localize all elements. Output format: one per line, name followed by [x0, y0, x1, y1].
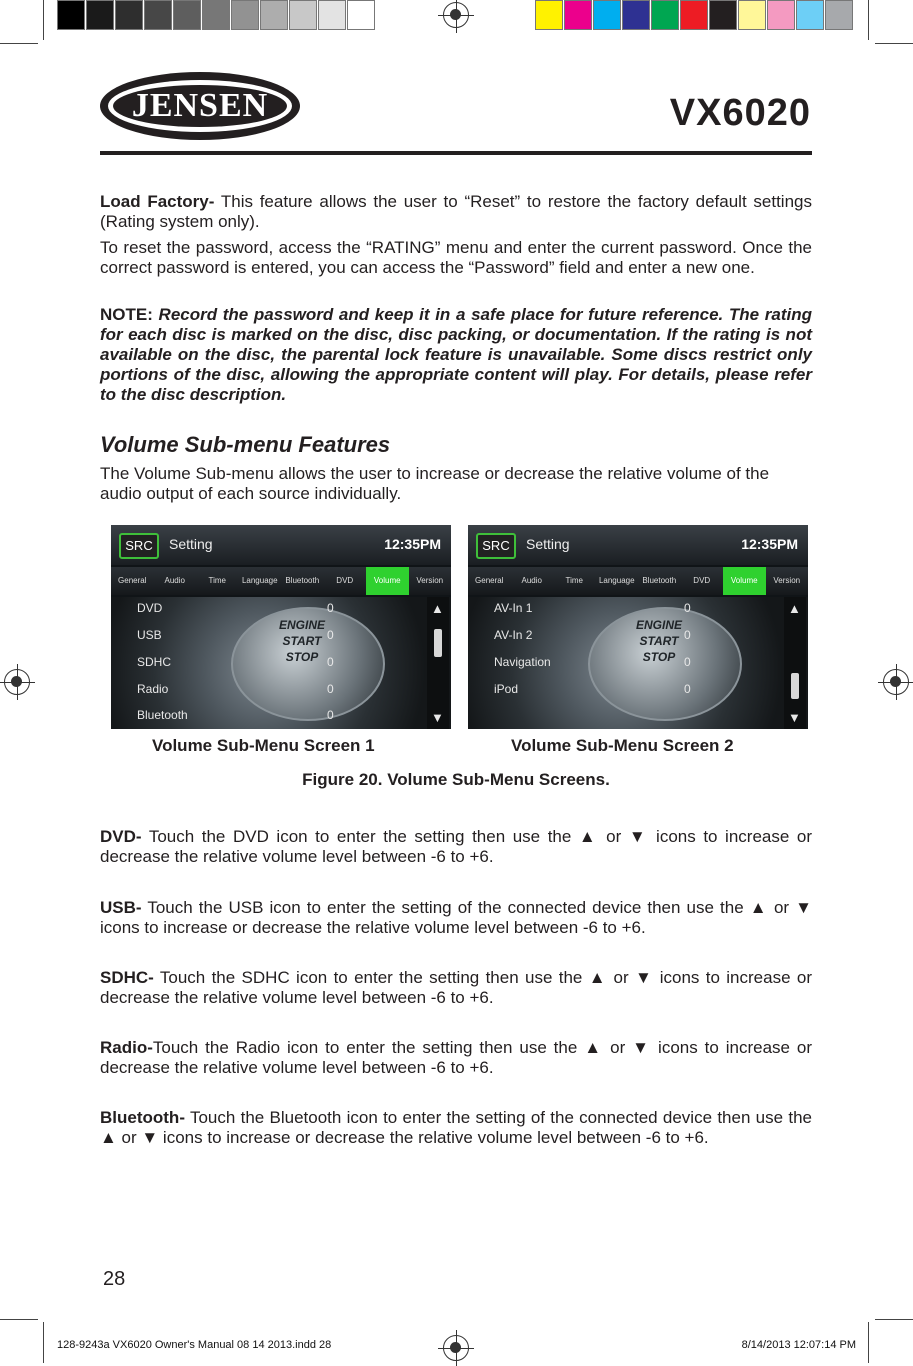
load-factory-label: Load Factory-	[100, 192, 215, 211]
knob-text: ENGINE START STOP	[278, 618, 325, 664]
registration-mark-icon	[4, 669, 30, 695]
tab-time[interactable]: Time	[208, 576, 226, 585]
registration-mark-icon	[883, 669, 909, 695]
color-swatch	[318, 0, 346, 30]
scroll-thumb[interactable]	[791, 673, 799, 699]
crop-mark	[0, 43, 38, 44]
volume-value: 0	[684, 601, 691, 615]
section-title: Volume Sub-menu Features	[100, 432, 391, 457]
note-label: NOTE:	[100, 305, 153, 324]
screen-1-caption: Volume Sub-Menu Screen 1	[152, 736, 375, 755]
screen-time: 12:35PM	[384, 536, 441, 552]
tab-audio[interactable]: Audio	[521, 576, 542, 585]
tab-version[interactable]: Version	[773, 576, 801, 585]
color-swatch	[593, 0, 621, 30]
scrollbar[interactable]	[427, 597, 449, 729]
tab-dvd[interactable]: DVD	[336, 576, 354, 585]
brand-name: JENSEN	[131, 87, 269, 124]
tab-volume[interactable]: Volume	[366, 567, 409, 595]
note-paragraph	[100, 305, 812, 405]
volume-row-sdhc[interactable]: SDHC	[137, 655, 172, 669]
volume-row-ipod[interactable]: iPod	[494, 682, 519, 696]
screen-2-caption: Volume Sub-Menu Screen 2	[511, 736, 734, 755]
tab-language[interactable]: Language	[598, 576, 635, 585]
src-button[interactable]: SRC	[119, 533, 159, 559]
tab-audio[interactable]: Audio	[164, 576, 185, 585]
registration-mark-icon	[443, 1335, 469, 1361]
usb-label: USB-	[100, 898, 142, 917]
sdhc-text: Touch the SDHC icon to enter the setting then use the ▲ or ▼ icons to increase or decrease the relative volume level between -6 to +6.	[100, 968, 812, 1007]
volume-value: 0	[684, 655, 691, 669]
color-swatch	[144, 0, 172, 30]
crop-mark	[43, 1322, 44, 1363]
volume-row-av-in-2[interactable]: AV-In 2	[494, 628, 533, 642]
dvd-label: DVD-	[100, 827, 142, 846]
color-swatch	[115, 0, 143, 30]
volume-row-usb[interactable]: USB	[137, 628, 162, 642]
color-swatch	[767, 0, 795, 30]
scroll-down-icon[interactable]: ▼	[431, 710, 444, 725]
load-factory-paragraph	[100, 192, 812, 232]
scroll-up-icon[interactable]: ▲	[431, 601, 444, 616]
page-number: 28	[103, 1268, 126, 1290]
screen-time: 12:35PM	[741, 536, 798, 552]
color-bar	[535, 0, 854, 30]
color-swatch	[680, 0, 708, 30]
volume-row-navigation[interactable]: Navigation	[494, 655, 551, 669]
scroll-thumb[interactable]	[434, 629, 442, 657]
load-factory-text: This feature allows the user to “Reset” to restore the factory default settings (Rating system only).	[100, 192, 812, 231]
tab-time[interactable]: Time	[565, 576, 583, 585]
crop-mark	[868, 0, 869, 40]
screen-title: Setting	[169, 536, 213, 552]
figure-caption: Figure 20. Volume Sub-Menu Screens.	[302, 770, 610, 789]
tab-general[interactable]: General	[118, 576, 147, 585]
dvd-description	[100, 827, 812, 867]
reset-paragraph: To reset the password, access the “RATING” menu and enter the current password. Once the correct password is entered, you can access the “Password” field and enter a new one.	[100, 238, 812, 277]
src-button[interactable]: SRC	[476, 533, 516, 559]
model-title: VX6020	[669, 92, 811, 134]
radio-label: Radio-	[100, 1038, 153, 1057]
crop-mark	[43, 0, 44, 40]
bluetooth-text: Touch the Bluetooth icon to enter the setting of the connected device then use the ▲ or ▼ icons to increase or decrease the relative volume level between -6 to +6.	[100, 1108, 812, 1147]
sdhc-label: SDHC-	[100, 968, 154, 987]
volume-value: 0	[327, 628, 334, 642]
knob-text: ENGINE START STOP	[635, 618, 682, 664]
volume-value: 0	[684, 628, 691, 642]
volume-row-dvd[interactable]: DVD	[137, 601, 163, 615]
volume-value: 0	[327, 601, 334, 615]
crop-mark	[875, 1319, 913, 1320]
volume-screen-2	[468, 525, 808, 729]
section-intro: The Volume Sub-menu allows the user to increase or decrease the relative volume of the audio output of each source individually.	[100, 464, 770, 503]
color-swatch	[173, 0, 201, 30]
scroll-up-icon[interactable]: ▲	[788, 601, 801, 616]
volume-row-bluetooth[interactable]: Bluetooth	[137, 708, 188, 722]
color-swatch	[796, 0, 824, 30]
registration-mark-icon	[443, 2, 469, 28]
note-text: Record the password and keep it in a safe place for future reference. The rating for each disc is marked on the disc, disc packing, or documentation. If the rating is not available on the disc, the parental lock feature is unavailable. Some discs restrict only portions of the disc, allowing the appropriate content will play. For details, please refer to the disc description.	[100, 305, 812, 404]
volume-value: 0	[327, 682, 334, 696]
bluetooth-description	[100, 1108, 812, 1148]
color-swatch	[651, 0, 679, 30]
header-rule	[100, 151, 812, 155]
color-swatch	[622, 0, 650, 30]
scrollbar[interactable]	[784, 597, 806, 729]
color-swatch	[564, 0, 592, 30]
tab-dvd[interactable]: DVD	[693, 576, 711, 585]
color-swatch	[535, 0, 563, 30]
volume-row-radio[interactable]: Radio	[137, 682, 169, 696]
usb-text: Touch the USB icon to enter the setting of the connected device then use the ▲ or ▼ icons to increase or decrease the relative volume level between -6 to +6.	[100, 898, 812, 937]
usb-description	[100, 898, 812, 938]
slug-date: 8/14/2013 12:07:14 PM	[741, 1339, 856, 1351]
color-swatch	[86, 0, 114, 30]
volume-row-av-in-1[interactable]: AV-In 1	[494, 601, 533, 615]
scroll-down-icon[interactable]: ▼	[788, 710, 801, 725]
slug-file: 128-9243a VX6020 Owner's Manual 08 14 2013.indd 28	[57, 1339, 332, 1351]
tab-volume[interactable]: Volume	[723, 567, 766, 595]
tab-general[interactable]: General	[475, 576, 504, 585]
grayscale-bar	[57, 0, 376, 30]
color-swatch	[347, 0, 375, 30]
volume-value: 0	[684, 682, 691, 696]
color-swatch	[825, 0, 853, 30]
tab-bluetooth[interactable]: Bluetooth	[285, 576, 320, 585]
radio-text: Touch the Radio icon to enter the setting then use the ▲ or ▼ icons to increase or decrease the relative volume level between -6 to +6.	[100, 1038, 812, 1077]
tab-bluetooth[interactable]: Bluetooth	[642, 576, 677, 585]
crop-mark	[0, 1319, 38, 1320]
volume-screen-1	[111, 525, 451, 729]
color-swatch	[202, 0, 230, 30]
tab-language[interactable]: Language	[241, 576, 278, 585]
volume-value: 0	[327, 655, 334, 669]
tab-version[interactable]: Version	[416, 576, 444, 585]
color-swatch	[260, 0, 288, 30]
color-swatch	[738, 0, 766, 30]
color-swatch	[289, 0, 317, 30]
color-swatch	[231, 0, 259, 30]
crop-mark	[868, 1322, 869, 1363]
screen-title: Setting	[526, 536, 570, 552]
volume-value: 0	[327, 708, 334, 722]
radio-description	[100, 1038, 812, 1078]
crop-mark	[875, 43, 913, 44]
dvd-text: Touch the DVD icon to enter the setting then use the ▲ or ▼ icons to increase or decrease the relative volume level between -6 to +6.	[100, 827, 812, 866]
brand-logo	[100, 72, 300, 140]
color-swatch	[57, 0, 85, 30]
bluetooth-label: Bluetooth-	[100, 1108, 185, 1127]
sdhc-description	[100, 968, 812, 1008]
color-swatch	[709, 0, 737, 30]
